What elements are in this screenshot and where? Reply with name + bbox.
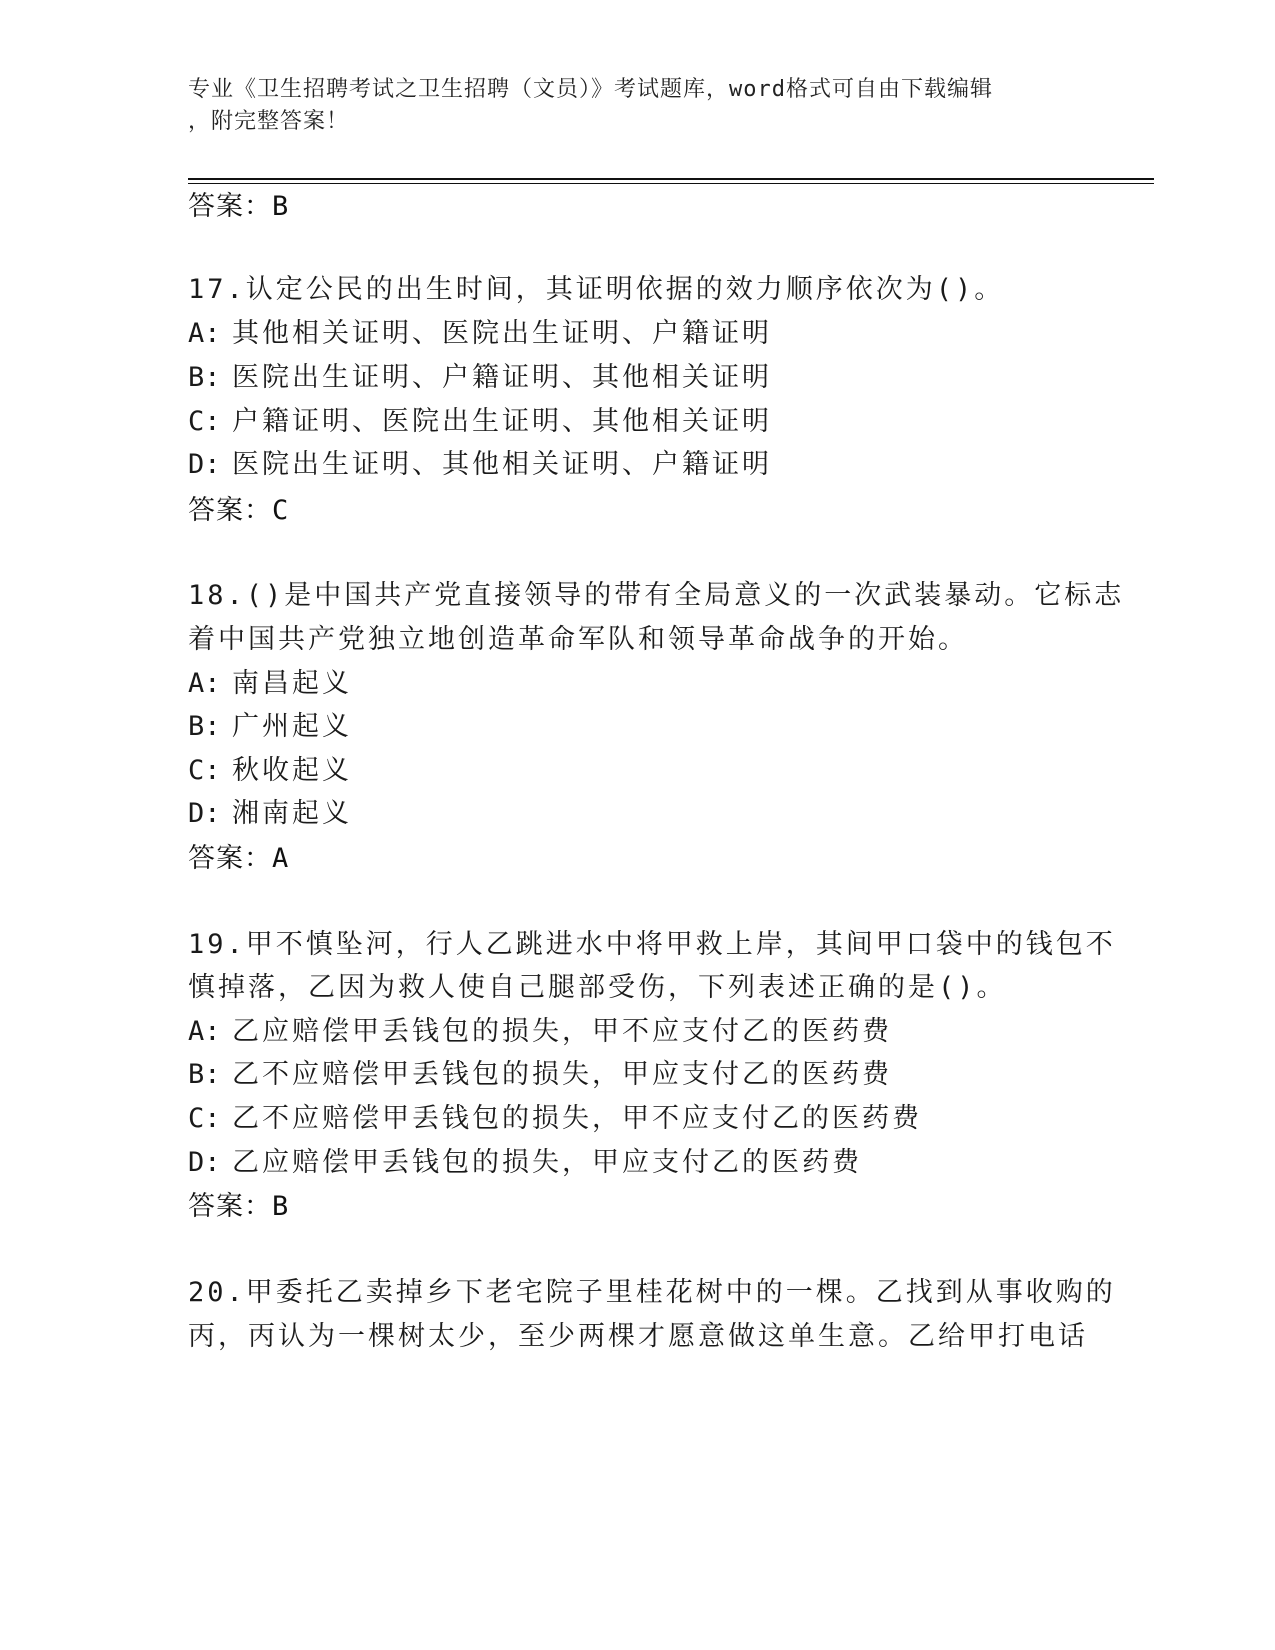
option-label: D: [188,449,221,480]
question-20-stem-line-2: 丙，丙认为一棵树太少，至少两棵才愿意做这单生意。乙给甲打电话 [188,1321,1088,1352]
option-text: 乙应赔偿甲丢钱包的损失，甲不应支付乙的医药费 [232,1016,892,1047]
answer-value: B [272,191,290,222]
question-17-option-d [188,447,772,483]
question-20-stem-line-1: 20.甲委托乙卖掉乡下老宅院子里桂花树中的一棵。乙找到从事收购的 [188,1277,1116,1308]
header-line-2: ，附完整答案！ [188,109,350,134]
document-header [188,74,1068,138]
question-19-option-b [188,1057,892,1093]
header-divider-thick [188,178,1154,180]
question-18-option-d [188,796,352,832]
question-17-answer [188,492,289,529]
answer-label: 答案： [188,843,272,873]
option-label: D: [188,798,221,829]
option-label: A: [188,668,221,699]
question-17-option-b [188,360,772,396]
option-label: B: [188,1059,221,1090]
option-text: 湘南起义 [232,798,352,829]
option-label: C: [188,406,221,437]
header-divider-thin [188,183,1154,184]
option-text: 广州起义 [232,711,352,742]
option-text: 医院出生证明、其他相关证明、户籍证明 [232,449,772,480]
header-line-1: 专业《卫生招聘考试之卫生招聘（文员）》考试题库，word格式可自由下载编辑 [188,77,993,102]
option-label: A: [188,1016,221,1047]
question-19-option-c [188,1101,922,1137]
question-17-stem: 17.认定公民的出生时间，其证明依据的效力顺序依次为()。 [188,274,1005,305]
option-label: D: [188,1147,221,1178]
question-17-option-c [188,404,772,440]
option-text: 其他相关证明、医院出生证明、户籍证明 [232,318,772,349]
question-18-answer [188,840,289,877]
question-19-stem-line-1: 19.甲不慎坠河，行人乙跳进水中将甲救上岸，其间甲口袋中的钱包不 [188,929,1116,960]
answer-value: B [272,1191,290,1222]
option-text: 乙应赔偿甲丢钱包的损失，甲应支付乙的医药费 [232,1147,862,1178]
question-18-option-b [188,709,352,745]
option-label: B: [188,362,221,393]
option-text: 乙不应赔偿甲丢钱包的损失，甲应支付乙的医药费 [232,1059,892,1090]
answer-label: 答案： [188,1191,272,1221]
question-19-stem-line-2: 慎掉落，乙因为救人使自己腿部受伤，下列表述正确的是()。 [188,972,1007,1003]
question-19-answer [188,1188,289,1225]
answer-label: 答案： [188,495,272,525]
question-18-stem-line-1: 18.()是中国共产党直接领导的带有全局意义的一次武装暴动。它标志 [188,580,1125,611]
option-text: 医院出生证明、户籍证明、其他相关证明 [232,362,772,393]
answer-prev [188,188,289,225]
question-17-option-a [188,316,772,352]
option-text: 南昌起义 [232,668,352,699]
answer-value: A [272,843,290,874]
question-18-option-c [188,753,352,789]
question-19-option-a [188,1014,892,1050]
option-text: 乙不应赔偿甲丢钱包的损失，甲不应支付乙的医药费 [232,1103,922,1134]
option-label: C: [188,755,221,786]
option-label: A: [188,318,221,349]
option-label: C: [188,1103,221,1134]
question-18-option-a [188,666,352,702]
question-18-stem-line-2: 着中国共产党独立地创造革命军队和领导革命战争的开始。 [188,624,968,655]
question-19-option-d [188,1145,862,1181]
option-text: 秋收起义 [232,755,352,786]
option-text: 户籍证明、医院出生证明、其他相关证明 [232,406,772,437]
answer-value: C [272,495,290,526]
answer-label: 答案： [188,191,272,221]
option-label: B: [188,711,221,742]
